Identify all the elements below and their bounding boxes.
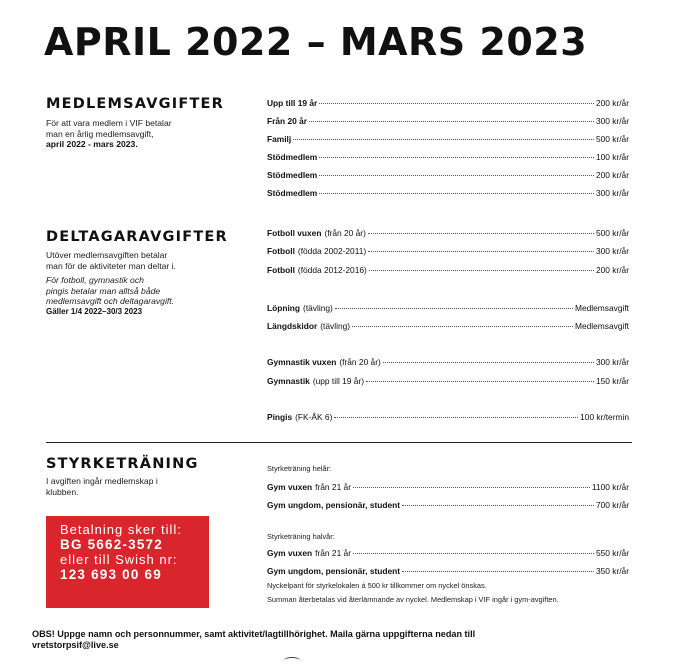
fee-name: Fotboll <box>267 265 295 275</box>
fee-row <box>267 116 629 127</box>
dot-leader <box>353 487 590 488</box>
dot-leader <box>352 326 573 327</box>
dot-leader <box>293 139 594 140</box>
fee-name: Gymnastik vuxen <box>267 357 337 367</box>
dot-leader <box>319 193 594 194</box>
fee-name: Längdskidor <box>267 321 318 331</box>
payment-box <box>46 516 209 608</box>
desc-line: I avgiften ingår medlemskap i <box>46 476 158 486</box>
fee-row <box>267 357 629 368</box>
page-curve-mark <box>284 657 300 663</box>
desc-line: medlemsavgift och deltagaravgift. <box>46 296 175 307</box>
fee-name: Stödmedlem <box>267 152 318 162</box>
fee-price: Medlemsavgift <box>575 303 629 313</box>
dot-leader <box>309 121 594 122</box>
fee-price: 550 kr/år <box>595 548 629 558</box>
swish-intro: eller till Swish nr: <box>60 552 178 567</box>
fee-price: 1100 kr/år <box>591 482 629 492</box>
bankgiro-number: BG 5662-3572 <box>60 537 163 552</box>
fee-row <box>267 500 629 511</box>
dot-leader <box>368 233 594 234</box>
fee-row <box>267 412 629 423</box>
dot-leader <box>402 571 594 572</box>
dot-leader <box>335 308 573 309</box>
dot-leader <box>402 505 594 506</box>
desc-validity: Gäller 1/4 2022–30/3 2023 <box>46 306 143 316</box>
key-deposit-note: Nyckelpant för styrkelokalen á 500 kr tillkommer om nyckel önskas. <box>267 581 487 590</box>
dot-leader <box>353 553 594 554</box>
fee-note: (från 20 år) <box>324 228 366 238</box>
section-heading-deltagaravgifter: DELTAGARAVGIFTER <box>46 229 228 245</box>
fee-name: Löpning <box>267 303 301 313</box>
fee-note: (tävling) <box>303 303 333 313</box>
obs-notice <box>32 629 652 651</box>
contact-email[interactable]: vretstorpsif@live.se <box>32 640 119 650</box>
fee-row <box>267 548 629 559</box>
fee-price: 100 kr/år <box>595 152 629 162</box>
desc-line: Utöver medlemsavgiften betalar <box>46 250 168 260</box>
dot-leader <box>369 270 594 271</box>
fee-name: Pingis <box>267 412 293 422</box>
helar-label: Styrketräning helår: <box>267 464 332 473</box>
medlemsavgifter-description <box>46 118 246 150</box>
fee-row <box>267 482 629 493</box>
fee-price: 350 kr/år <box>595 566 629 576</box>
fee-row <box>267 188 629 199</box>
fee-note: (födda 2012-2016) <box>297 265 367 275</box>
swish-number: 123 693 00 69 <box>60 567 162 582</box>
fee-price: 300 kr/år <box>595 188 629 198</box>
fee-name: Gym vuxen <box>267 482 313 492</box>
fee-row <box>267 265 629 276</box>
fee-name: Från 20 år <box>267 116 308 126</box>
deltagaravgifter-description <box>46 250 246 318</box>
desc-line: För att vara medlem i VIF betalar <box>46 118 172 128</box>
desc-line: För fotboll, gymnastik och <box>46 275 144 286</box>
halvar-label: Styrketräning halvår: <box>267 532 335 541</box>
dot-leader <box>366 381 594 382</box>
fee-row <box>267 134 629 145</box>
fee-row <box>267 566 629 577</box>
fee-name: Fotboll vuxen <box>267 228 322 238</box>
fee-row <box>267 152 629 163</box>
fee-note: från 21 år <box>315 548 352 558</box>
fee-note: (tävling) <box>320 321 351 331</box>
fee-note: (upp till 19 år) <box>312 376 365 386</box>
fee-row <box>267 170 629 181</box>
fee-price: 500 kr/år <box>595 134 629 144</box>
refund-note: Summan återbetalas vid återlämnande av nyckel. Medlemskap i VIF ingår i gym-avgiften. <box>267 595 559 604</box>
fee-name: Familj <box>267 134 292 144</box>
payment-intro: Betalning sker till: <box>60 522 182 537</box>
dot-leader <box>319 175 594 176</box>
fee-row <box>267 246 629 257</box>
section-divider <box>46 442 632 443</box>
fee-name: Gym ungdom, pensionär, student <box>267 500 401 510</box>
desc-line: pingis betalar man alltså både <box>46 285 161 296</box>
dot-leader <box>319 103 594 104</box>
styrketraning-description <box>46 476 246 497</box>
fee-price: 200 kr/år <box>595 170 629 180</box>
section-heading-styrketraning: STYRKETRÄNING <box>46 456 199 472</box>
fee-price: 200 kr/år <box>595 265 629 275</box>
fee-price: 300 kr/år <box>595 246 629 256</box>
obs-line: OBS! Uppge namn och personnummer, samt aktivitet/lagtillhörighet. Maila gärna uppgifterna nedan till <box>32 629 476 639</box>
fee-name: Gym vuxen <box>267 548 313 558</box>
page-title: APRIL 2022 – MARS 2023 <box>44 20 588 64</box>
fee-name: Stödmedlem <box>267 170 318 180</box>
fee-note: från 21 år <box>315 482 352 492</box>
fee-name: Stödmedlem <box>267 188 318 198</box>
fee-name: Gym ungdom, pensionär, student <box>267 566 401 576</box>
dot-leader <box>334 417 578 418</box>
fee-row <box>267 321 629 332</box>
dot-leader <box>319 157 594 158</box>
fee-row <box>267 303 629 314</box>
desc-line: klubben. <box>46 486 79 497</box>
desc-line: man en årlig medlemsavgift, <box>46 128 154 139</box>
fee-price: 100 kr/termin <box>580 412 629 422</box>
dot-leader <box>383 362 594 363</box>
fee-price: 500 kr/år <box>595 228 629 238</box>
fee-name: Fotboll <box>267 246 295 256</box>
fee-price: Medlemsavgift <box>575 321 629 331</box>
fee-row <box>267 98 629 109</box>
fee-price: 200 kr/år <box>595 98 629 108</box>
fee-note: (från 20 år) <box>339 357 381 367</box>
fee-name: Upp till 19 år <box>267 98 318 108</box>
fee-price: 700 kr/år <box>595 500 629 510</box>
fee-price: 300 kr/år <box>595 116 629 126</box>
fee-price: 150 kr/år <box>595 376 629 386</box>
fee-name: Gymnastik <box>267 376 310 386</box>
fee-note: (FK-ÅK 6) <box>295 412 333 422</box>
fee-row <box>267 376 629 387</box>
desc-line: man för de aktiviteter man deltar i. <box>46 260 176 271</box>
desc-period: april 2022 - mars 2023. <box>46 139 138 150</box>
fee-row <box>267 228 629 239</box>
fee-note: (födda 2002-2011) <box>297 246 367 256</box>
fee-price: 300 kr/år <box>595 357 629 367</box>
section-heading-medlemsavgifter: MEDLEMSAVGIFTER <box>46 96 225 112</box>
dot-leader <box>368 251 594 252</box>
